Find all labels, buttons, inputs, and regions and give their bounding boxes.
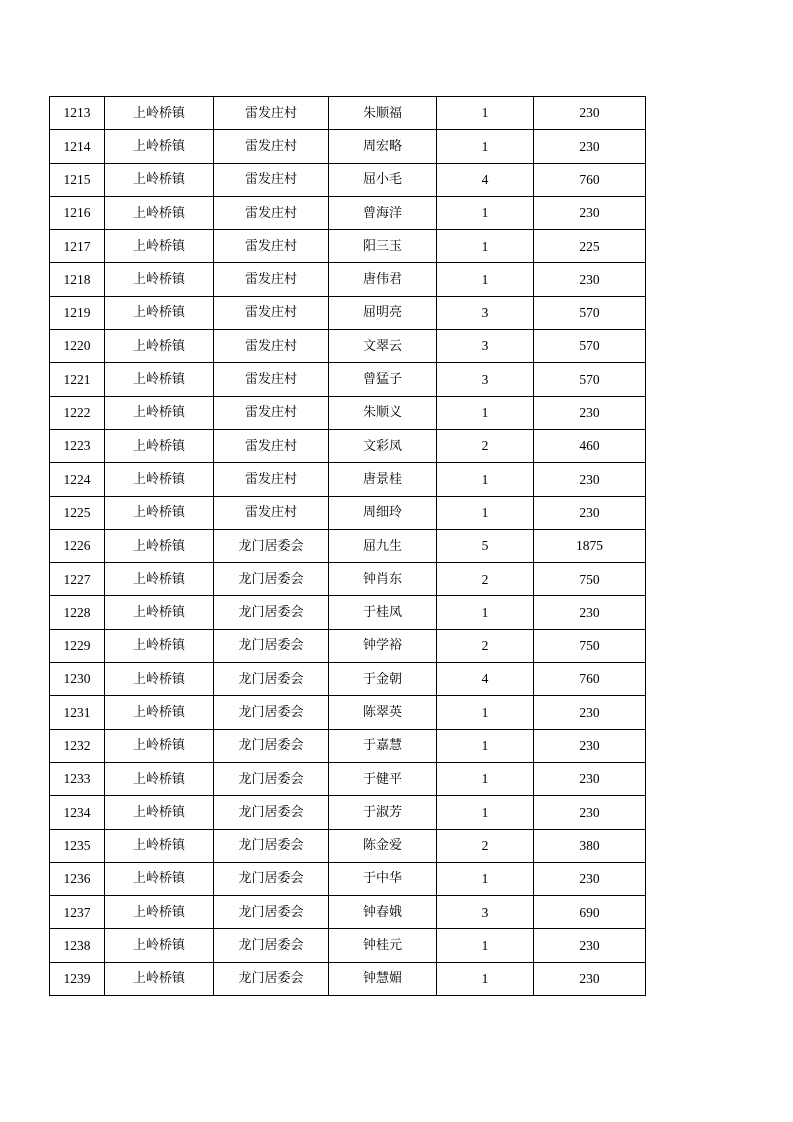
name-cell: 曾海洋 <box>329 196 437 229</box>
amount-cell: 230 <box>534 196 646 229</box>
name-cell: 于嘉慧 <box>329 729 437 762</box>
household-count-cell: 3 <box>437 330 534 363</box>
table-row <box>50 629 646 662</box>
amount-cell: 570 <box>534 330 646 363</box>
village-cell: 雷发庄村 <box>214 296 329 329</box>
name-cell: 于中华 <box>329 862 437 895</box>
household-count-cell: 3 <box>437 296 534 329</box>
village-cell: 龙门居委会 <box>214 862 329 895</box>
village-cell: 龙门居委会 <box>214 696 329 729</box>
name-cell: 屈小毛 <box>329 163 437 196</box>
village-cell: 雷发庄村 <box>214 363 329 396</box>
household-count-cell: 1 <box>437 130 534 163</box>
serial-number-cell: 1230 <box>50 663 105 696</box>
town-cell: 上岭桥镇 <box>105 829 214 862</box>
village-cell: 雷发庄村 <box>214 396 329 429</box>
name-cell: 钟春娥 <box>329 896 437 929</box>
village-cell: 龙门居委会 <box>214 829 329 862</box>
serial-number-cell: 1214 <box>50 130 105 163</box>
table-row <box>50 663 646 696</box>
amount-cell: 230 <box>534 263 646 296</box>
serial-number-cell: 1227 <box>50 563 105 596</box>
name-cell: 钟肖东 <box>329 563 437 596</box>
village-cell: 雷发庄村 <box>214 97 329 130</box>
town-cell: 上岭桥镇 <box>105 163 214 196</box>
serial-number-cell: 1232 <box>50 729 105 762</box>
table-row <box>50 363 646 396</box>
household-count-cell: 2 <box>437 429 534 462</box>
town-cell: 上岭桥镇 <box>105 962 214 995</box>
amount-cell: 225 <box>534 230 646 263</box>
household-count-cell: 1 <box>437 196 534 229</box>
household-count-cell: 1 <box>437 496 534 529</box>
town-cell: 上岭桥镇 <box>105 663 214 696</box>
name-cell: 屈明亮 <box>329 296 437 329</box>
serial-number-cell: 1226 <box>50 529 105 562</box>
town-cell: 上岭桥镇 <box>105 862 214 895</box>
table-row <box>50 496 646 529</box>
village-cell: 龙门居委会 <box>214 762 329 795</box>
amount-cell: 760 <box>534 163 646 196</box>
town-cell: 上岭桥镇 <box>105 130 214 163</box>
village-cell: 雷发庄村 <box>214 496 329 529</box>
table-row <box>50 130 646 163</box>
name-cell: 陈金爱 <box>329 829 437 862</box>
town-cell: 上岭桥镇 <box>105 729 214 762</box>
village-cell: 龙门居委会 <box>214 596 329 629</box>
serial-number-cell: 1225 <box>50 496 105 529</box>
serial-number-cell: 1221 <box>50 363 105 396</box>
household-count-cell: 1 <box>437 97 534 130</box>
town-cell: 上岭桥镇 <box>105 330 214 363</box>
amount-cell: 230 <box>534 97 646 130</box>
village-cell: 雷发庄村 <box>214 163 329 196</box>
household-count-cell: 1 <box>437 729 534 762</box>
village-cell: 雷发庄村 <box>214 196 329 229</box>
town-cell: 上岭桥镇 <box>105 463 214 496</box>
town-cell: 上岭桥镇 <box>105 929 214 962</box>
table-row <box>50 196 646 229</box>
household-count-cell: 2 <box>437 563 534 596</box>
village-cell: 龙门居委会 <box>214 796 329 829</box>
table-row <box>50 163 646 196</box>
table-row <box>50 762 646 795</box>
village-cell: 龙门居委会 <box>214 962 329 995</box>
serial-number-cell: 1233 <box>50 762 105 795</box>
household-count-cell: 2 <box>437 829 534 862</box>
name-cell: 于健平 <box>329 762 437 795</box>
serial-number-cell: 1215 <box>50 163 105 196</box>
amount-cell: 570 <box>534 296 646 329</box>
name-cell: 文彩凤 <box>329 429 437 462</box>
amount-cell: 1875 <box>534 529 646 562</box>
amount-cell: 230 <box>534 463 646 496</box>
name-cell: 钟桂元 <box>329 929 437 962</box>
village-cell: 龙门居委会 <box>214 529 329 562</box>
town-cell: 上岭桥镇 <box>105 696 214 729</box>
serial-number-cell: 1237 <box>50 896 105 929</box>
table-row <box>50 896 646 929</box>
serial-number-cell: 1239 <box>50 962 105 995</box>
village-cell: 龙门居委会 <box>214 563 329 596</box>
town-cell: 上岭桥镇 <box>105 596 214 629</box>
table-row <box>50 330 646 363</box>
serial-number-cell: 1224 <box>50 463 105 496</box>
household-count-cell: 1 <box>437 463 534 496</box>
village-cell: 龙门居委会 <box>214 629 329 662</box>
amount-cell: 230 <box>534 929 646 962</box>
name-cell: 陈翠英 <box>329 696 437 729</box>
serial-number-cell: 1222 <box>50 396 105 429</box>
village-cell: 雷发庄村 <box>214 130 329 163</box>
serial-number-cell: 1213 <box>50 97 105 130</box>
town-cell: 上岭桥镇 <box>105 896 214 929</box>
serial-number-cell: 1223 <box>50 429 105 462</box>
amount-cell: 750 <box>534 563 646 596</box>
serial-number-cell: 1234 <box>50 796 105 829</box>
amount-cell: 230 <box>534 696 646 729</box>
name-cell: 钟慧媚 <box>329 962 437 995</box>
amount-cell: 230 <box>534 796 646 829</box>
amount-cell: 230 <box>534 962 646 995</box>
table-row <box>50 696 646 729</box>
town-cell: 上岭桥镇 <box>105 296 214 329</box>
village-cell: 雷发庄村 <box>214 330 329 363</box>
name-cell: 朱顺福 <box>329 97 437 130</box>
household-count-cell: 4 <box>437 663 534 696</box>
serial-number-cell: 1238 <box>50 929 105 962</box>
town-cell: 上岭桥镇 <box>105 796 214 829</box>
serial-number-cell: 1216 <box>50 196 105 229</box>
serial-number-cell: 1220 <box>50 330 105 363</box>
village-cell: 龙门居委会 <box>214 929 329 962</box>
village-cell: 龙门居委会 <box>214 729 329 762</box>
amount-cell: 380 <box>534 829 646 862</box>
town-cell: 上岭桥镇 <box>105 230 214 263</box>
name-cell: 曾猛子 <box>329 363 437 396</box>
amount-cell: 230 <box>534 729 646 762</box>
amount-cell: 760 <box>534 663 646 696</box>
table-row <box>50 829 646 862</box>
household-count-cell: 1 <box>437 696 534 729</box>
serial-number-cell: 1228 <box>50 596 105 629</box>
household-count-cell: 5 <box>437 529 534 562</box>
amount-cell: 570 <box>534 363 646 396</box>
household-count-cell: 1 <box>437 862 534 895</box>
town-cell: 上岭桥镇 <box>105 396 214 429</box>
household-count-cell: 1 <box>437 796 534 829</box>
table-row <box>50 729 646 762</box>
table-row <box>50 463 646 496</box>
amount-cell: 230 <box>534 130 646 163</box>
records-table-body <box>50 97 646 996</box>
household-count-cell: 1 <box>437 962 534 995</box>
table-row <box>50 596 646 629</box>
table-row <box>50 529 646 562</box>
name-cell: 文翠云 <box>329 330 437 363</box>
table-row <box>50 396 646 429</box>
records-table <box>49 96 646 996</box>
village-cell: 雷发庄村 <box>214 263 329 296</box>
village-cell: 雷发庄村 <box>214 230 329 263</box>
table-row <box>50 429 646 462</box>
amount-cell: 230 <box>534 396 646 429</box>
household-count-cell: 1 <box>437 762 534 795</box>
name-cell: 朱顺义 <box>329 396 437 429</box>
amount-cell: 230 <box>534 596 646 629</box>
amount-cell: 750 <box>534 629 646 662</box>
household-count-cell: 1 <box>437 230 534 263</box>
town-cell: 上岭桥镇 <box>105 263 214 296</box>
table-row <box>50 296 646 329</box>
table-row <box>50 929 646 962</box>
table-row <box>50 230 646 263</box>
name-cell: 于金朝 <box>329 663 437 696</box>
table-row <box>50 862 646 895</box>
name-cell: 唐景桂 <box>329 463 437 496</box>
name-cell: 屈九生 <box>329 529 437 562</box>
household-count-cell: 4 <box>437 163 534 196</box>
household-count-cell: 1 <box>437 263 534 296</box>
amount-cell: 690 <box>534 896 646 929</box>
village-cell: 龙门居委会 <box>214 896 329 929</box>
name-cell: 阳三玉 <box>329 230 437 263</box>
serial-number-cell: 1235 <box>50 829 105 862</box>
table-row <box>50 97 646 130</box>
table-row <box>50 962 646 995</box>
household-count-cell: 3 <box>437 363 534 396</box>
serial-number-cell: 1218 <box>50 263 105 296</box>
name-cell: 钟学裕 <box>329 629 437 662</box>
serial-number-cell: 1219 <box>50 296 105 329</box>
household-count-cell: 3 <box>437 896 534 929</box>
amount-cell: 230 <box>534 762 646 795</box>
serial-number-cell: 1231 <box>50 696 105 729</box>
name-cell: 于桂凤 <box>329 596 437 629</box>
serial-number-cell: 1229 <box>50 629 105 662</box>
village-cell: 龙门居委会 <box>214 663 329 696</box>
town-cell: 上岭桥镇 <box>105 629 214 662</box>
town-cell: 上岭桥镇 <box>105 196 214 229</box>
amount-cell: 230 <box>534 496 646 529</box>
household-count-cell: 1 <box>437 396 534 429</box>
name-cell: 于淑芳 <box>329 796 437 829</box>
town-cell: 上岭桥镇 <box>105 496 214 529</box>
town-cell: 上岭桥镇 <box>105 363 214 396</box>
town-cell: 上岭桥镇 <box>105 563 214 596</box>
town-cell: 上岭桥镇 <box>105 762 214 795</box>
household-count-cell: 1 <box>437 596 534 629</box>
town-cell: 上岭桥镇 <box>105 429 214 462</box>
table-row <box>50 796 646 829</box>
household-count-cell: 2 <box>437 629 534 662</box>
serial-number-cell: 1217 <box>50 230 105 263</box>
amount-cell: 460 <box>534 429 646 462</box>
serial-number-cell: 1236 <box>50 862 105 895</box>
name-cell: 周细玲 <box>329 496 437 529</box>
table-row <box>50 263 646 296</box>
village-cell: 雷发庄村 <box>214 463 329 496</box>
table-row <box>50 563 646 596</box>
name-cell: 周宏略 <box>329 130 437 163</box>
town-cell: 上岭桥镇 <box>105 97 214 130</box>
name-cell: 唐伟君 <box>329 263 437 296</box>
village-cell: 雷发庄村 <box>214 429 329 462</box>
town-cell: 上岭桥镇 <box>105 529 214 562</box>
amount-cell: 230 <box>534 862 646 895</box>
household-count-cell: 1 <box>437 929 534 962</box>
